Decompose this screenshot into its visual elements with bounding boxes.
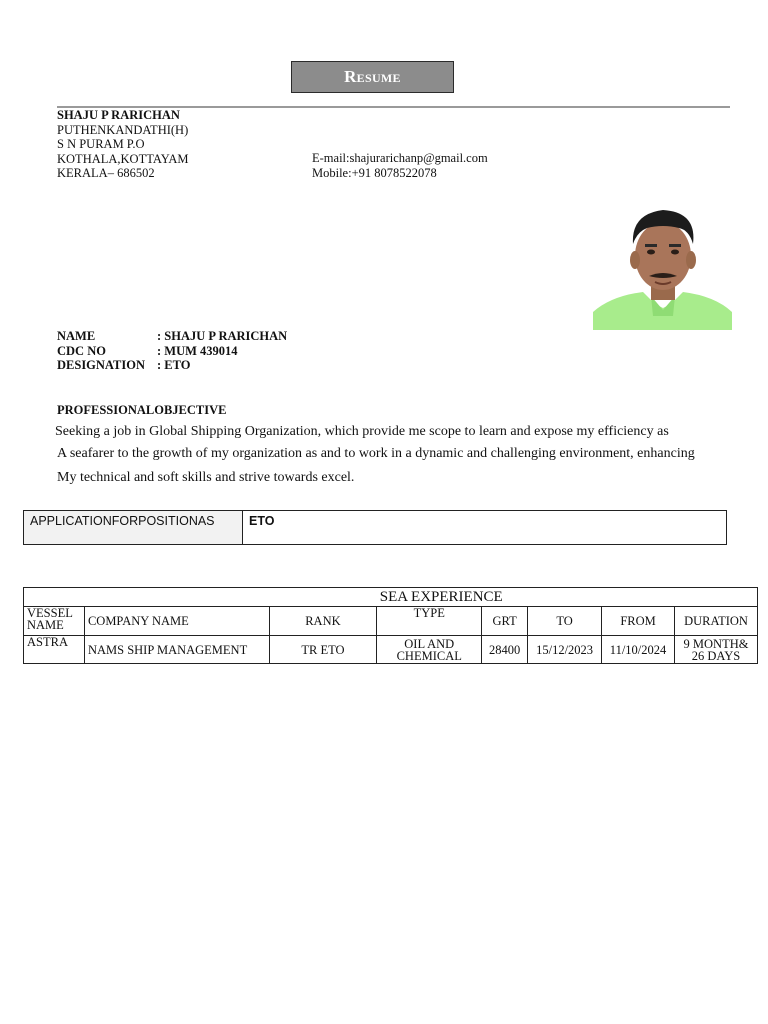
cdc-value: : MUM 439014 <box>157 343 238 358</box>
personal-details <box>57 329 287 373</box>
email-text: E-mail:shajurarichanp@gmail.com <box>312 151 488 165</box>
table-row <box>24 636 758 664</box>
address-line: S N PURAM P.O <box>57 137 145 152</box>
applicant-name: SHAJU P RARICHAN <box>57 108 180 122</box>
col-header-company: COMPANY NAME <box>84 607 269 636</box>
name-row <box>57 329 287 344</box>
address-block <box>57 108 189 181</box>
application-table <box>23 510 727 545</box>
table-header-row <box>24 607 758 636</box>
col-header-to: TO <box>528 607 602 636</box>
cell-type: OIL AND CHEMICAL <box>377 636 482 664</box>
objective-heading: PROFESSIONALOBJECTIVE <box>57 403 227 417</box>
objective-line: My technical and soft skills and strive towards excel. <box>57 470 355 485</box>
name-value: : SHAJU P RARICHAN <box>157 329 288 343</box>
designation-row <box>57 358 287 373</box>
profile-photo <box>593 200 732 330</box>
cdc-label: CDC NO <box>57 343 106 358</box>
mobile-text: Mobile:+91 8078522078 <box>312 166 437 180</box>
cell-to: 15/12/2023 <box>528 636 602 664</box>
col-header-type: TYPE <box>377 607 482 636</box>
cell-vessel: ASTRA <box>24 636 85 664</box>
objective-line: A seafarer to the growth of my organization as and to work in a dynamic and challenging environment, enhancing <box>57 446 695 461</box>
cell-company: NAMS SHIP MANAGEMENT <box>84 636 269 664</box>
sea-title-spacer <box>24 588 377 607</box>
cell-from: 11/10/2024 <box>602 636 675 664</box>
address-line: KOTHALA,KOTTAYAM <box>57 151 189 166</box>
col-header-vessel: VESSEL NAME <box>24 607 85 636</box>
resume-title-banner: Resume <box>291 61 454 93</box>
sea-experience-table <box>23 587 758 664</box>
contact-block <box>312 151 488 181</box>
col-header-from: FROM <box>602 607 675 636</box>
cdc-row <box>57 344 287 359</box>
name-label: NAME <box>57 329 96 343</box>
objective-line: Seeking a job in Global Shipping Organization, which provide me scope to learn and expose my efficiency as <box>55 424 669 439</box>
designation-value: : ETO <box>157 358 191 373</box>
cell-rank: TR ETO <box>269 636 377 664</box>
col-header-duration: DURATION <box>675 607 758 636</box>
cell-duration: 9 MONTH& 26 DAYS <box>675 636 758 664</box>
application-label: APPLICATIONFORPOSITIONAS <box>24 511 243 545</box>
col-header-grt: GRT <box>482 607 528 636</box>
col-header-rank: RANK <box>269 607 377 636</box>
sea-experience-title: SEA EXPERIENCE <box>377 588 758 607</box>
application-value: ETO <box>243 511 727 545</box>
designation-label: DESIGNATION <box>57 358 145 373</box>
application-row <box>24 511 727 545</box>
cell-grt: 28400 <box>482 636 528 664</box>
address-line: PUTHENKANDATHI(H) <box>57 122 189 137</box>
address-line: KERALA– 686502 <box>57 166 155 181</box>
